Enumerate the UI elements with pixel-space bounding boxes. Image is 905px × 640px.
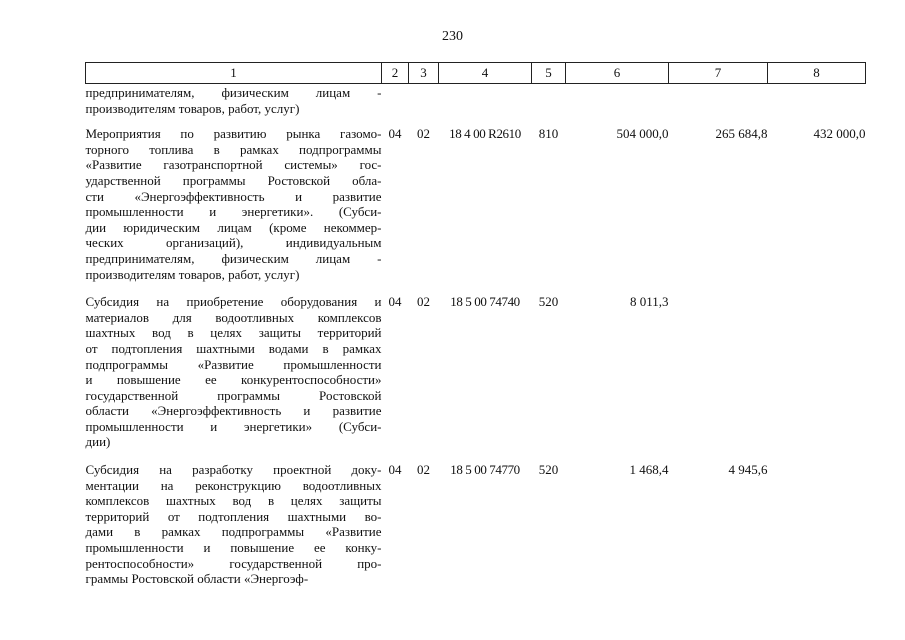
cell-target-article: 18 4 00 R2610 <box>449 126 521 142</box>
description-line: Субсидия на приобретение оборудования и <box>85 294 382 310</box>
header-col-4: 4 <box>439 63 532 84</box>
description-line: от подтопления шахтными водами в рамках <box>85 340 382 356</box>
cell-amount-8 <box>768 462 866 599</box>
table-row <box>86 126 866 294</box>
header-col-8: 8 <box>768 63 866 84</box>
cell-amount-8: 432 000,0 <box>813 126 866 142</box>
cell-subsection: 02 <box>417 294 430 310</box>
cell-amount-6: 1 468,4 <box>629 462 669 478</box>
description-line: промышленности и повышение ее конку- <box>85 540 382 556</box>
description-line: сти «Энергоэффективность и развитие <box>85 188 382 204</box>
description-line: дии юридическим лицам (кроме некоммер- <box>85 219 382 235</box>
description-line: «Развитие газотранспортной системы» гос- <box>85 157 382 173</box>
cell-target-article <box>439 84 532 127</box>
cell-target-article: 18 5 00 74740 <box>450 294 520 310</box>
description-line: ческих организаций), индивидуальным <box>85 235 382 251</box>
header-col-1: 1 <box>86 63 382 84</box>
cell-subsection: 02 <box>417 126 430 142</box>
cell-target-article: 18 5 00 74770 <box>450 462 520 478</box>
cell-amount-8 <box>768 294 866 462</box>
cell-amount-7 <box>669 84 768 127</box>
cell-description <box>86 462 382 599</box>
cell-amount-7: 265 684,8 <box>715 126 768 142</box>
cell-section: 04 <box>388 126 402 142</box>
description-line: производителям товаров, работ, услуг) <box>85 100 300 116</box>
cell-amount-6: 8 011,3 <box>629 294 669 310</box>
description-line: области «Энергоэффективность и развитие <box>85 403 382 419</box>
cell-amount-7: 4 945,6 <box>728 462 768 478</box>
budget-table <box>85 62 866 599</box>
cell-section: 04 <box>388 462 402 478</box>
description-line: дами в рамках подпрограммы «Развитие <box>85 524 382 540</box>
description-line: ударственной программы Ростовской обла- <box>85 172 382 188</box>
cell-section <box>382 84 409 127</box>
description-line: предпринимателям, физическим лицам - <box>85 85 382 100</box>
description-line: промышленности и энергетики». (Субси- <box>85 204 382 220</box>
cell-description <box>86 126 382 294</box>
description-line: территорий от подтопления шахтными во- <box>85 508 382 524</box>
header-col-7: 7 <box>669 63 768 84</box>
description-line: промышленности и энергетики» (Субси- <box>85 418 382 434</box>
table-row <box>86 84 866 127</box>
description-line: граммы Ростовской области «Энергоэф- <box>85 571 309 587</box>
description-line: материалов для водоотливных комплексов <box>85 309 382 325</box>
description-line: ментации на реконструкцию водоотливных <box>85 477 382 493</box>
cell-description <box>86 84 382 127</box>
page-number: 230 <box>442 29 463 44</box>
cell-subsection: 02 <box>417 462 430 478</box>
cell-amount-6: 504 000,0 <box>616 126 669 142</box>
header-col-5: 5 <box>532 63 566 84</box>
cell-expense-type <box>532 84 566 127</box>
description-line: подпрограммы «Развитие промышленности <box>85 356 382 372</box>
table-body <box>86 84 866 599</box>
description-line: государственной программы Ростовской <box>85 387 382 403</box>
table-header <box>86 63 866 84</box>
cell-subsection <box>409 84 439 127</box>
header-col-2: 2 <box>382 63 409 84</box>
cell-expense-type: 520 <box>538 294 559 310</box>
header-col-3: 3 <box>409 63 439 84</box>
description-line: рентоспособности» государственной про- <box>85 555 382 571</box>
description-line: торного топлива в рамках подпрограммы <box>85 141 382 157</box>
description-line: шахтных вод в целях защиты территорий <box>85 325 382 341</box>
cell-expense-type: 520 <box>538 462 559 478</box>
header-col-6: 6 <box>566 63 669 84</box>
cell-expense-type: 810 <box>538 126 559 142</box>
table-row <box>86 294 866 462</box>
description-line: предпринимателям, физическим лицам - <box>85 250 382 266</box>
cell-amount-7 <box>669 294 768 462</box>
description-line: Субсидия на разработку проектной доку- <box>85 462 382 478</box>
description-line: комплексов шахтных вод в целях защиты <box>85 493 382 509</box>
cell-amount-6 <box>566 84 669 127</box>
description-line: производителям товаров, работ, услуг) <box>85 266 300 282</box>
cell-section: 04 <box>388 294 402 310</box>
cell-description <box>86 294 382 462</box>
table-row <box>86 462 866 599</box>
description-line: дии) <box>85 434 111 450</box>
description-line: и повышение ее конкурентоспособности» <box>85 372 382 388</box>
description-line: Мероприятия по развитию рынка газомо- <box>85 126 382 142</box>
cell-amount-8 <box>768 84 866 127</box>
